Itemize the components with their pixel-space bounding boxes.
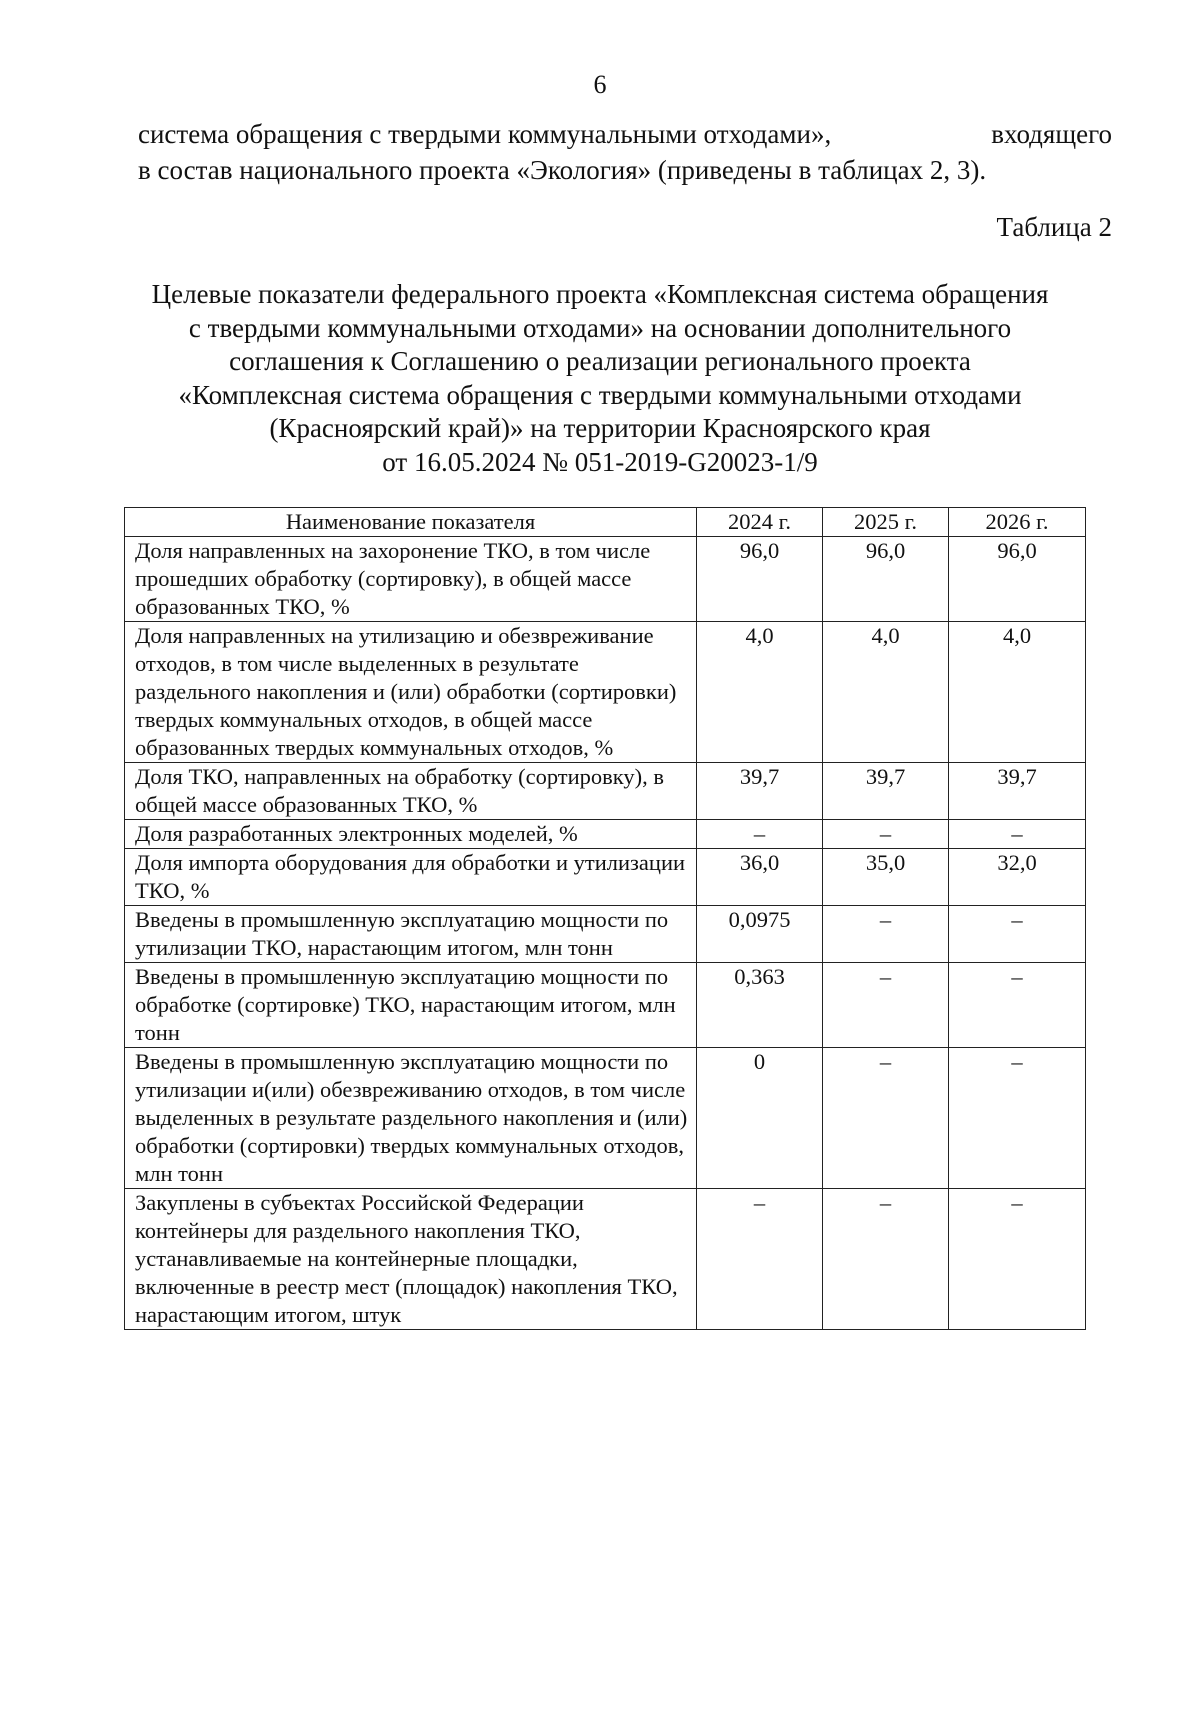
indicator-name: Доля направленных на захоронение ТКО, в том числе прошедших обработку (сортировку), в общей массе образованных ТКО, % [125, 537, 697, 622]
header-year-2024: 2024 г. [697, 508, 823, 537]
table-row [125, 763, 1086, 820]
table-row [125, 1189, 1086, 1330]
value-2025: – [823, 1048, 949, 1189]
value-2026: 4,0 [949, 622, 1086, 763]
value-2026: – [949, 820, 1086, 849]
indicator-name: Закуплены в субъектах Российской Федерации контейнеры для раздельного накопления ТКО, устанавливаемые на контейнерные площадки, включенные в реестр мест (площадок) накопления ТКО, нарастающим итогом, штук [125, 1189, 697, 1330]
title-line: Целевые показатели федерального проекта «Комплексная система обращения [151, 279, 1049, 309]
title-line: соглашения к Соглашению о реализации регионального проекта [229, 346, 971, 376]
value-2024: – [697, 820, 823, 849]
value-2026: – [949, 963, 1086, 1048]
value-2025: 39,7 [823, 763, 949, 820]
title-line: (Красноярский край)» на территории Красноярского края [269, 413, 931, 443]
table-row [125, 963, 1086, 1048]
intro-line-1-right: входящего [991, 119, 1112, 149]
intro-paragraph [138, 116, 1112, 188]
title-line: с твердыми коммунальными отходами» на основании дополнительного [188, 312, 1012, 343]
intro-line-1 [138, 116, 1112, 152]
indicator-name: Введены в промышленную эксплуатацию мощности по обработке (сортировке) ТКО, нарастающим итогом, млн тонн [125, 963, 697, 1048]
value-2026: – [949, 1189, 1086, 1330]
title-line: от 16.05.2024 № 051-2019-G20023-1/9 [382, 446, 818, 477]
indicator-name: Введены в промышленную эксплуатацию мощности по утилизации и(или) обезвреживанию отходов, в том числе выделенных в результате раздельного накопления и (или) обработки (сортировки) твердых коммунальных отходов, млн тонн [125, 1048, 697, 1189]
table-row [125, 537, 1086, 622]
value-2025: 96,0 [823, 537, 949, 622]
header-indicator-name: Наименование показателя [125, 508, 697, 537]
indicator-name: Доля направленных на утилизацию и обезвреживание отходов, в том числе выделенных в результате раздельного накопления и (или) обработки (сортировки) твердых коммунальных отходов, в общей массе образованных твердых коммунальных отходов, % [125, 622, 697, 763]
value-2024: 4,0 [697, 622, 823, 763]
value-2025: 4,0 [823, 622, 949, 763]
value-2026: 32,0 [949, 849, 1086, 906]
value-2026: 96,0 [949, 537, 1086, 622]
table-row [125, 906, 1086, 963]
value-2025: – [823, 1189, 949, 1330]
indicator-name: Доля разработанных электронных моделей, % [125, 820, 697, 849]
table-row [125, 820, 1086, 849]
value-2024: 96,0 [697, 537, 823, 622]
indicator-name: Введены в промышленную эксплуатацию мощности по утилизации ТКО, нарастающим итогом, млн тонн [125, 906, 697, 963]
value-2025: – [823, 820, 949, 849]
value-2025: – [823, 963, 949, 1048]
value-2024: 0,363 [697, 963, 823, 1048]
indicators-table [124, 507, 1086, 1330]
value-2026: – [949, 906, 1086, 963]
table-title [100, 278, 1100, 479]
page-number: 6 [593, 70, 607, 99]
value-2024: 0 [697, 1048, 823, 1189]
value-2024: 0,0975 [697, 906, 823, 963]
value-2024: 39,7 [697, 763, 823, 820]
value-2024: 36,0 [697, 849, 823, 906]
table-row [125, 622, 1086, 763]
value-2025: 35,0 [823, 849, 949, 906]
indicator-name: Доля ТКО, направленных на обработку (сортировку), в общей массе образованных ТКО, % [125, 763, 697, 820]
value-2026: – [949, 1048, 1086, 1189]
table-row [125, 1048, 1086, 1189]
header-year-2025: 2025 г. [823, 508, 949, 537]
value-2026: 39,7 [949, 763, 1086, 820]
value-2024: – [697, 1189, 823, 1330]
intro-line-2: в состав национального проекта «Экология» (приведены в таблицах 2, 3). [138, 155, 987, 185]
indicator-name: Доля импорта оборудования для обработки и утилизации ТКО, % [125, 849, 697, 906]
intro-line-1-left: система обращения с твердыми коммунальными отходами», [138, 119, 832, 149]
header-year-2026: 2026 г. [949, 508, 1086, 537]
table-row [125, 849, 1086, 906]
table-label: Таблица 2 [996, 212, 1112, 242]
table-header-row [125, 508, 1086, 537]
title-line: «Комплексная система обращения с твердыми коммунальными отходами [178, 379, 1022, 410]
value-2025: – [823, 906, 949, 963]
